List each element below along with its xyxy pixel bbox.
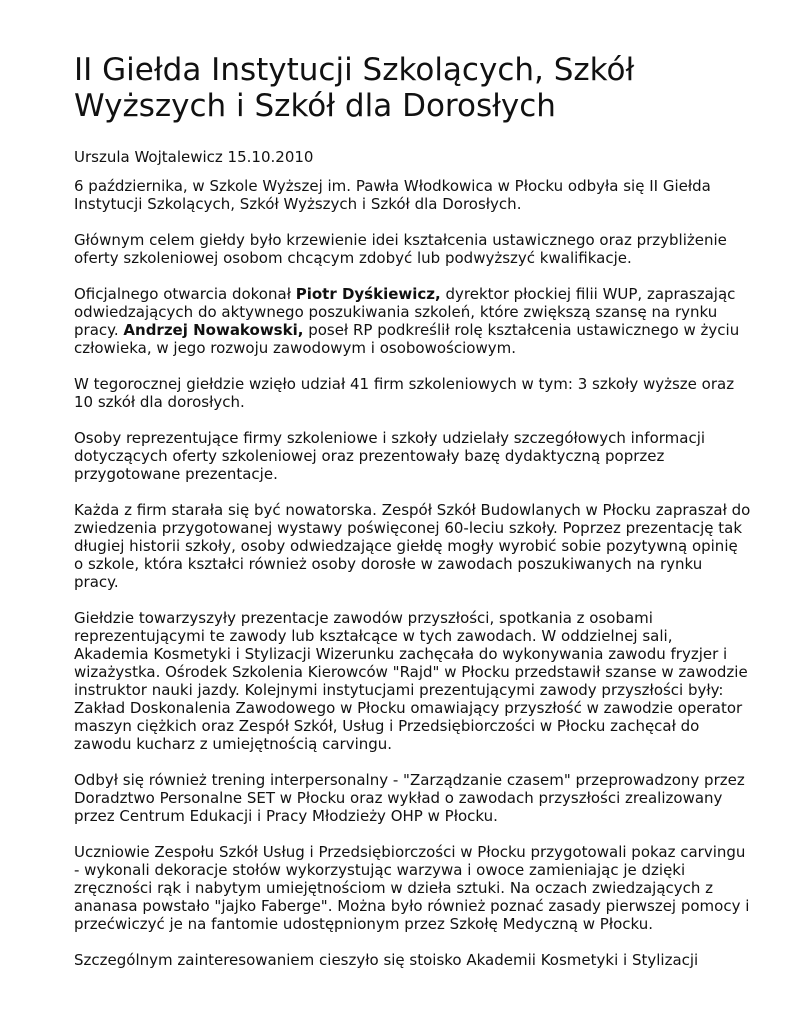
paragraph-3-text-2: dyrektor płockiej filii WUP, zapraszając odwiedzających do aktywnego poszukiwania szkoleń, które zwiększą szansę na rynku pracy.	[74, 285, 736, 339]
paragraph-7: Giełdzie towarzyszyły prezentacje zawodów przyszłości, spotkania z osobami reprezentującymi te zawody lub kształcące w tych zawodach. W oddzielnej sali, Akademia Kosmetyki i Stylizacji Wizerunku zachęcała do wykonywania zawodu fryzjer i wizażystka. Ośrodek Szkolenia Kierowców "Rajd" w Płocku przedstawił szanse w zawodzie instruktor nauki jazdy. Kolejnymi instytucjami prezentującymi zawody przyszłości były: Zakład Doskonalenia Zawodowego w Płocku omawiający przyszłość w zawodzie operator maszyn ciężkich oraz Zespół Szkół, Usług i Przedsiębiorczości w Płocku zachęcał do zawodu kucharz z umiejętnością carvingu.	[74, 609, 748, 753]
author-date: Urszula Wojtalewicz 15.10.2010	[74, 148, 314, 166]
paragraph-3-text-3: poseł RP podkreślił rolę kształcenia ustawicznego w życiu człowieka, w jego rozwoju zawodowym i osobowościowym.	[74, 321, 740, 357]
person-name-nowakowski: Andrzej Nowakowski,	[123, 321, 304, 339]
paragraph-6: Każda z firm starała się być nowatorska. Zespół Szkół Budowlanych w Płocku zapraszał do zwiedzenia przygotowanej wystawy poświęconej 60-leciu szkoły. Poprzez prezentację tak długiej historii szkoły, osoby odwiedzające giełdę mogły wyrobić sobie pozytywną opinię o szkole, która kształci również osoby dorosłe w zawodach poszukiwanych na rynku pracy.	[74, 501, 751, 591]
paragraph-2: Głównym celem giełdy było krzewienie idei kształcenia ustawicznego oraz przybliżenie oferty szkoleniowej osobom chcącym zdobyć lub podwyższyć kwalifikacje.	[74, 231, 727, 267]
paragraph-3-text-1: Oficjalnego otwarcia dokonał	[74, 285, 296, 303]
paragraph-8: Odbył się również trening interpersonalny - "Zarządzanie czasem" przeprowadzony przez Doradztwo Personalne SET w Płocku oraz wykład o zawodach przyszłości zrealizowany przez Centrum Edukacji i Pracy Młodzieży OHP w Płocku.	[74, 771, 745, 825]
page-title: II Giełda Instytucji Szkolących, Szkół Wyższych i Szkół dla Dorosłych	[74, 52, 635, 124]
paragraph-1: 6 października, w Szkole Wyższej im. Pawła Włodkowica w Płocku odbyła się II Giełda Instytucji Szkolących, Szkół Wyższych i Szkół dla Dorosłych.	[74, 177, 711, 213]
person-name-dyskiewicz: Piotr Dyśkiewicz,	[295, 285, 441, 303]
paragraph-3	[74, 285, 751, 357]
paragraph-4: W tegorocznej giełdzie wzięło udział 41 firm szkoleniowych w tym: 3 szkoły wyższe oraz 10 szkół dla dorosłych.	[74, 375, 735, 411]
paragraph-10: Szczególnym zainteresowaniem cieszyło się stoisko Akademii Kosmetyki i Stylizacji	[74, 951, 699, 969]
paragraph-9: Uczniowie Zespołu Szkół Usług i Przedsiębiorczości w Płocku przygotowali pokaz carvingu - wykonali dekoracje stołów wykorzystując warzywa i owoce zamieniając je dzięki zręczności rąk i nabytym umiejętnościom w dzieła sztuki. Na oczach zwiedzających z ananasa powstało "jajko Faberge". Można było również poznać zasady pierwszej pomocy i przećwiczyć je na fantomie udostępnionym przez Szkołę Medyczną w Płocku.	[74, 843, 750, 933]
paragraph-5: Osoby reprezentujące firmy szkoleniowe i szkoły udzielały szczegółowych informacji dotyczących oferty szkoleniowej oraz prezentowały bazę dydaktyczną poprzez przygotowane prezentacje.	[74, 429, 706, 483]
article-body	[74, 177, 751, 969]
